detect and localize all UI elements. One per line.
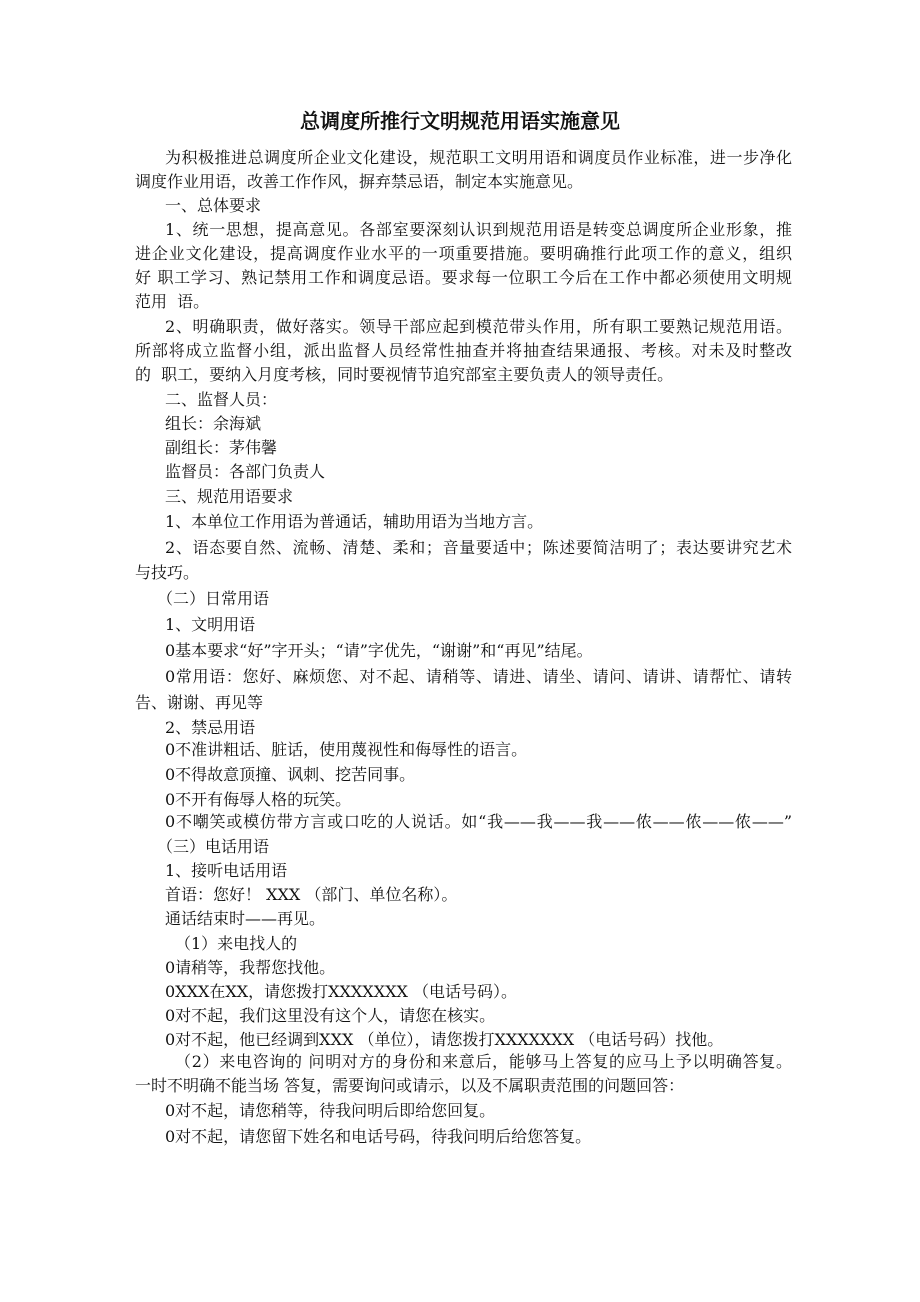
text-line: （2）来电咨询的 问明对方的身份和来意后，能够马上答复的应马上予以明确答复。 xyxy=(175,1052,792,1071)
text-line: 0XXX在XX，请您拨打XXXXXXX （电话号码）。 xyxy=(165,982,517,1001)
text-line: （二）日常用语 xyxy=(157,589,270,608)
text-line: 三、规范用语要求 xyxy=(165,487,294,506)
text-line: 2、禁忌用语 xyxy=(165,718,256,737)
text-line: 2、明确职责，做好落实。领导干部应起到模范带头作用，所有职工要熟记规范用语。 xyxy=(165,317,792,336)
text-line: 组长：余海斌 xyxy=(165,414,262,433)
text-line: 好 职工学习、熟记禁用工作和调度忌语。要求每一位职工今后在工作中都必须使用文明规 xyxy=(135,268,792,287)
text-line: 副组长：茅伟馨 xyxy=(165,438,278,457)
text-line: 二、监督人员： xyxy=(165,390,278,409)
document-title: 总调度所推行文明规范用语实施意见 xyxy=(300,109,620,133)
text-line: 调度作业用语，改善工作作风，摒弃禁忌语，制定本实施意见。 xyxy=(135,172,584,191)
text-line: 0不得故意顶撞、讽刺、挖苦同事。 xyxy=(165,765,416,784)
text-line: 0不开有侮辱人格的玩笑。 xyxy=(165,790,352,809)
text-line: 0请稍等，我帮您找他。 xyxy=(165,958,336,977)
text-line: 1、接听电话用语 xyxy=(165,861,288,880)
text-line: 1、文明用语 xyxy=(165,615,256,634)
text-line: 范用 语。 xyxy=(135,292,210,311)
text-line: 进企业文化建设，提高调度作业水平的一项重要措施。要明确推行此项工作的意义，组织 xyxy=(135,244,792,263)
text-line: 的 职工，要纳入月度考核，同时要视情节追究部室主要负责人的领导责任。 xyxy=(135,365,674,384)
text-line: 0不嘲笑或模仿带方言或口吃的人说话。如“我——我——我——侬——侬——侬——” xyxy=(165,812,792,831)
text-line: 一时不明确不能当场 答复，需要询问或请示，以及不属职责范围的问题回答： xyxy=(135,1076,685,1095)
text-line: 与技巧。 xyxy=(135,563,200,582)
text-line: 0对不起，请您稍等，待我问明后即给您回复。 xyxy=(165,1101,496,1120)
text-line: 监督员：各部门负责人 xyxy=(165,462,326,481)
text-line: 0基本要求“好”字开头；“请”字优先，“谢谢”和“再见”结尾。 xyxy=(165,641,593,660)
text-line: 一、总体要求 xyxy=(165,196,262,215)
text-line: 告、谢谢、再见等 xyxy=(135,693,264,712)
text-line: 1、统一思想，提高意见。各部室要深刻认识到规范用语是转变总调度所企业形象，推 xyxy=(165,220,792,239)
text-line: 0不准讲粗话、脏话，使用蔑视性和侮辱性的语言。 xyxy=(165,740,528,759)
text-line: 0对不起，请您留下姓名和电话号码，待我问明后给您答复。 xyxy=(165,1127,592,1146)
text-line: （1）来电找人的 xyxy=(175,934,298,953)
text-line: （三）电话用语 xyxy=(157,837,270,856)
text-line: 0对不起，他已经调到XXX （单位），请您拨打XXXXXXX （电话号码）找他。 xyxy=(165,1030,724,1049)
text-line: 通话结束时——再见。 xyxy=(165,909,326,928)
text-line: 0常用语：您好、麻烦您、对不起、请稍等、请进、请坐、请问、请讲、请帮忙、请转 xyxy=(165,667,792,686)
text-line: 所部将成立监督小组，派出监督人员经常性抽查并将抽查结果通报、考核。对未及时整改 xyxy=(135,341,792,360)
text-line: 0对不起，我们这里没有这个人，请您在核实。 xyxy=(165,1006,496,1025)
text-line: 1、本单位工作用语为普通话，辅助用语为当地方言。 xyxy=(165,512,544,531)
text-line: 首语：您好！ XXX （部门、单位名称）。 xyxy=(165,885,458,904)
text-line: 2、语态要自然、流畅、清楚、柔和；音量要适中；陈述要简洁明了；表达要讲究艺术 xyxy=(165,538,792,557)
text-line: 为积极推进总调度所企业文化建设，规范职工文明用语和调度员作业标准，进一步净化 xyxy=(165,148,792,167)
